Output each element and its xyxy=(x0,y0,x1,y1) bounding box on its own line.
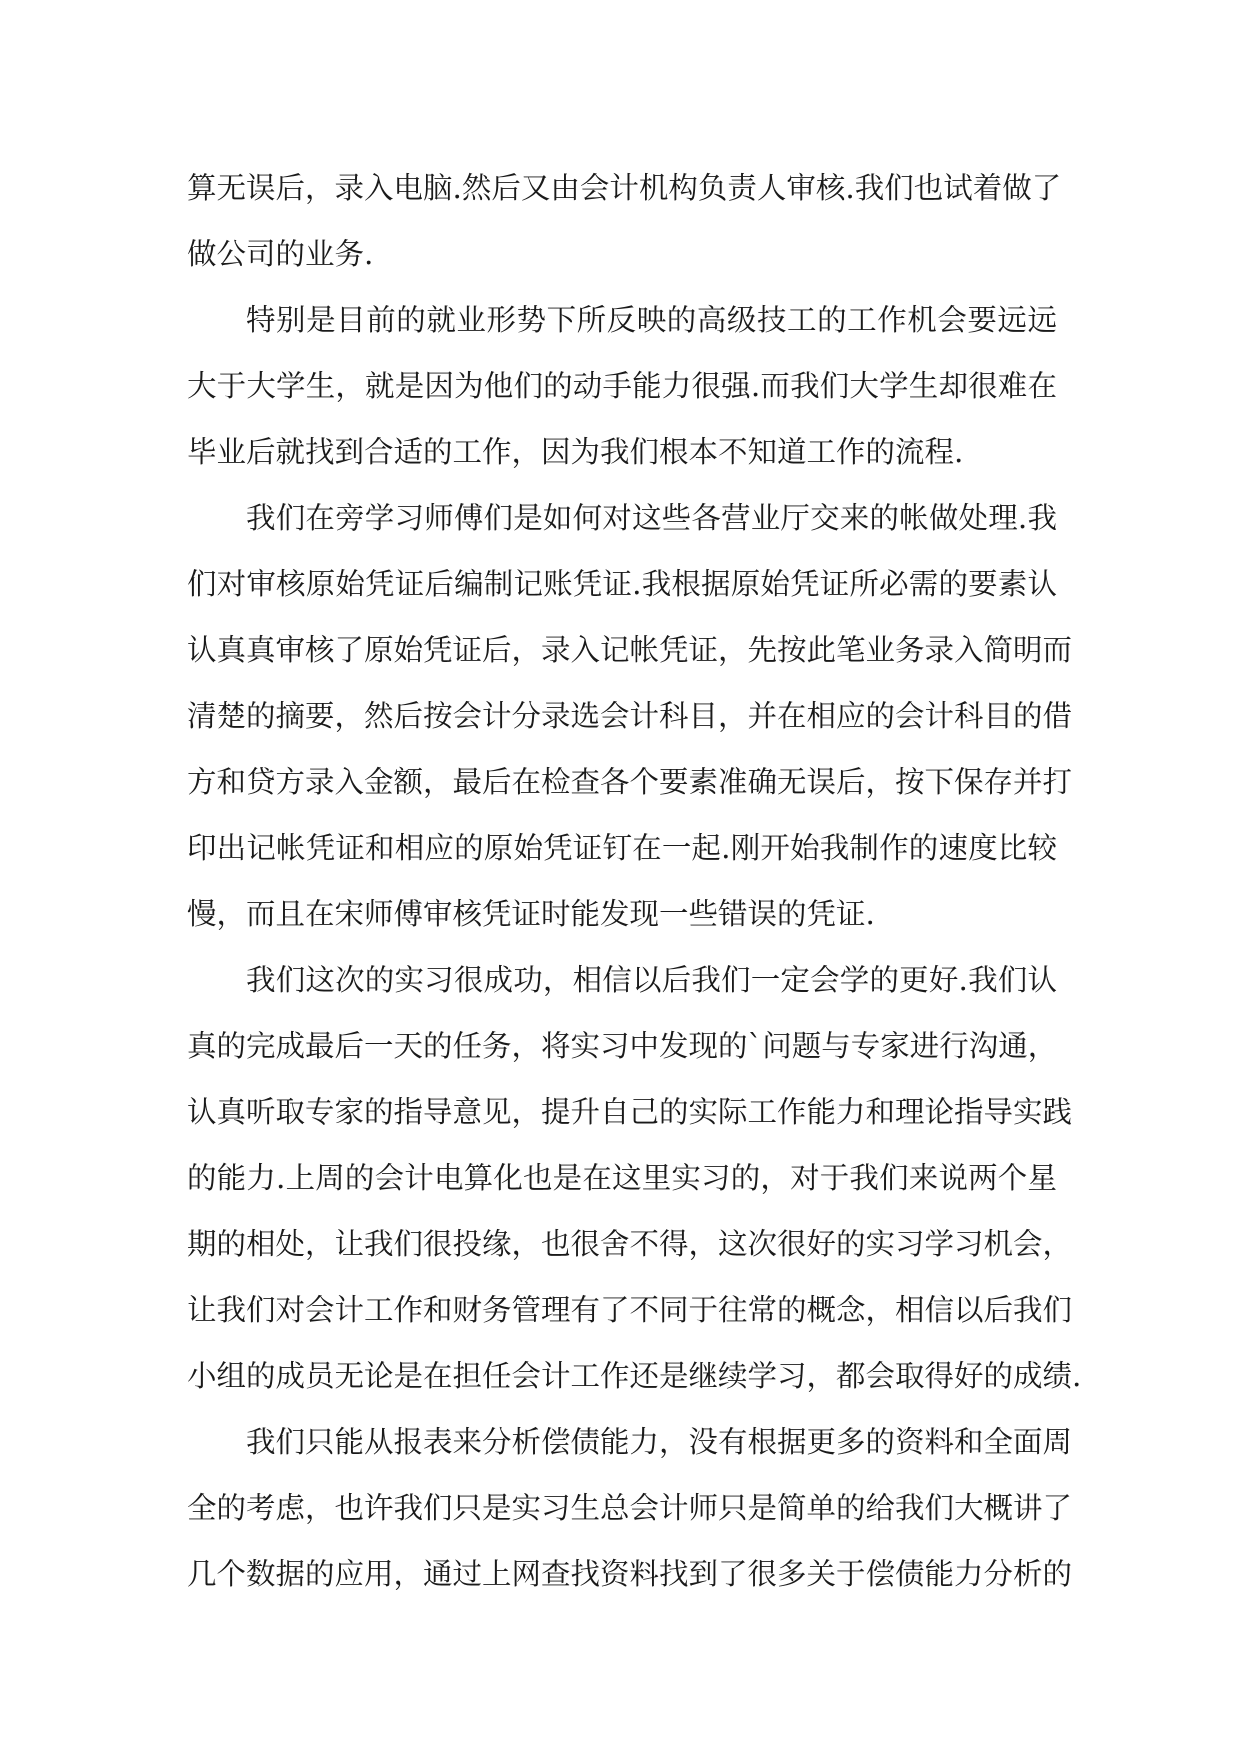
paragraph-first-line: 我们在旁学习师傅们是如何对这些各营业厅交来的帐做处理.我 xyxy=(246,501,1057,535)
document-body xyxy=(187,155,1082,1607)
text-line: 清楚的摘要，然后按会计分录选会计科目，并在相应的会计科目的借 xyxy=(187,699,1073,733)
paragraph-first-line: 特别是目前的就业形势下所反映的高级技工的工作机会要远远 xyxy=(246,303,1057,337)
paragraph-first-line: 我们这次的实习很成功，相信以后我们一定会学的更好.我们认 xyxy=(246,963,1057,997)
paragraph-first-line: 我们只能从报表来分析偿债能力，没有根据更多的资料和全面周 xyxy=(246,1425,1073,1459)
text-line: 做公司的业务. xyxy=(187,237,374,271)
text-line: 们对审核原始凭证后编制记账凭证.我根据原始凭证所必需的要素认 xyxy=(187,567,1057,601)
text-line: 算无误后，录入电脑.然后又由会计机构负责人审核.我们也试着做了 xyxy=(187,171,1062,205)
text-line: 慢，而且在宋师傅审核凭证时能发现一些错误的凭证. xyxy=(187,897,875,931)
text-line: 印出记帐凭证和相应的原始凭证钉在一起.刚开始我制作的速度比较 xyxy=(187,831,1057,865)
text-line: 大于大学生，就是因为他们的动手能力很强.而我们大学生却很难在 xyxy=(187,369,1057,403)
text-line: 真的完成最后一天的任务，将实习中发现的`问题与专家进行沟通， xyxy=(187,1029,1058,1063)
text-line: 的能力.上周的会计电算化也是在这里实习的，对于我们来说两个星 xyxy=(187,1161,1057,1195)
text-line: 认真听取专家的指导意见，提升自己的实际工作能力和理论指导实践 xyxy=(187,1095,1073,1129)
text-line: 期的相处，让我们很投缘，也很舍不得，这次很好的实习学习机会， xyxy=(187,1227,1073,1261)
text-line: 方和贷方录入金额，最后在检查各个要素准确无误后，按下保存并打 xyxy=(187,765,1073,799)
text-line: 让我们对会计工作和财务管理有了不同于往常的概念，相信以后我们 xyxy=(187,1293,1073,1327)
text-line: 毕业后就找到合适的工作，因为我们根本不知道工作的流程. xyxy=(187,435,964,469)
text-line: 几个数据的应用，通过上网查找资料找到了很多关于偿债能力分析的 xyxy=(187,1557,1073,1591)
text-line: 认真真审核了原始凭证后，录入记帐凭证，先按此笔业务录入简明而 xyxy=(187,633,1073,667)
text-line: 全的考虑，也许我们只是实习生总会计师只是简单的给我们大概讲了 xyxy=(187,1491,1073,1525)
text-line: 小组的成员无论是在担任会计工作还是继续学习，都会取得好的成绩. xyxy=(187,1359,1082,1393)
